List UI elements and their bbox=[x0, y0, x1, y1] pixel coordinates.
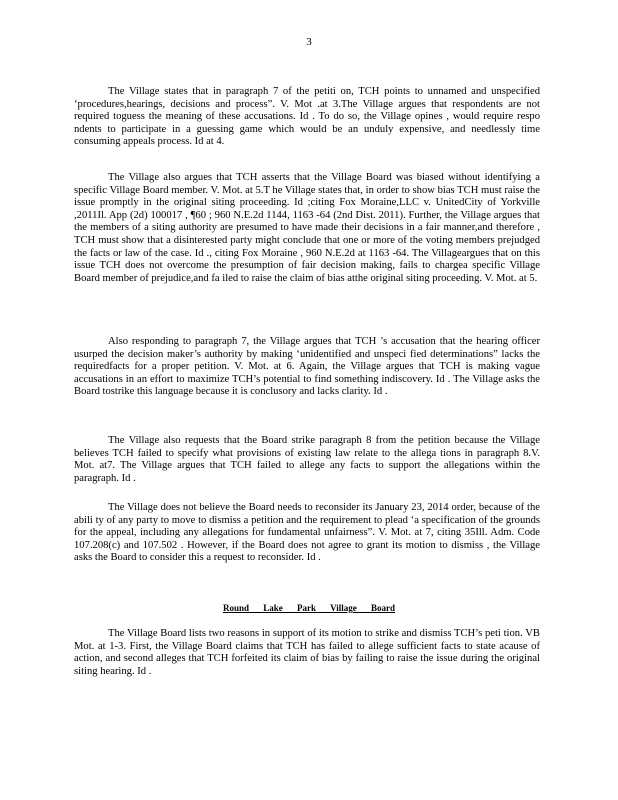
paragraph-text: The Village Board lists two reasons in support of its motion to strike and dismiss TCH’s peti tion. VB Mot. at 1-3. First, the Village Board claims that TCH has failed to allege sufficient facts to state acause of action, and second alleges that TCH forfeited its claim of bias by failing to raise the issue during the original siting hearing. Id . bbox=[74, 628, 540, 677]
paragraph-strike-paragraph-8 bbox=[74, 435, 540, 485]
section-heading-text: Round Lake Park Village Board bbox=[222, 603, 396, 613]
paragraph-text: Also responding to paragraph 7, the Village argues that TCH ’s accusation that the hearing officer usurped the decision maker’s authority by making ‘unidentified and unspeci fied determinations” lacks the requiredfacts for a proper petition. V. Mot. at 6. Again, the Village argues that TCH is making vague accusations in an effort to maximize TCH’s potential to find something indiscovery. Id . The Village asks the Board tostrike this language because it is conclusory and lacks clarity. Id . bbox=[74, 336, 540, 398]
paragraph-bias-argument bbox=[74, 172, 540, 285]
page-number: 3 bbox=[306, 36, 312, 48]
paragraph-text: The Village also argues that TCH asserts that the Village Board was biased without identifying a specific Village Board member. V. Mot. at 5.T he Village states that, in order to show bias TCH must raise the issue promptly in the original siting proceeding. Id ;citing Fox Moraine,LLC v. UnitedCity of Yorkville ,2011Il. App (2d) 100017 , ¶60 ; 960 N.E.2d 1144, 1163 -64 (2nd Dist. 2011). Further, the Village argues that the members of a siting authority are presumed to have made their decisions in a fair manner,and therefore , TCH must show that a disinterested party might conclude that one or more of the voting members prejudged the facts or law of the case. Id ., citing Fox Moraine , 960 N.E.2d at 1163 -64. The Villageargues that on this issue TCH does not overcome the presumption of fair decision making, fails to chargea specific Village Board member of prejudice,and fa iled to raise the claim of bias atthe original siting proceeding. V. Mot. at 5. bbox=[74, 172, 540, 284]
paragraph-text: The Village also requests that the Board strike paragraph 8 from the petition because the Village believes TCH failed to specify what provisions of existing law relate to the allega tions in paragraph 8.V. Mot. at7. The Village argues that TCH failed to allege any facts to support the allegations within the paragraph. Id . bbox=[74, 435, 540, 484]
paragraph-hearing-officer bbox=[74, 336, 540, 399]
paragraph-reconsider bbox=[74, 502, 540, 565]
section-heading bbox=[0, 603, 618, 613]
paragraph-village-board-reasons bbox=[74, 628, 540, 678]
paragraph-text: The Village does not believe the Board needs to reconsider its January 23, 2014 order, because of the abili ty of any party to move to dismiss a petition and the requirement to plead ‘a specification of the grounds for the appeal, including any allegations for fundamental unfairness”. V. Mot. at 7, citing 35Ill. Adm. Code 107.208(c) and 107.502 . However, if the Board does not agree to grant its motion to dismiss , the Village asks the Board to consider this a request to reconsider. Id . bbox=[74, 502, 540, 564]
paragraph-text: The Village states that in paragraph 7 of the petiti on, TCH points to unnamed and unspecified ‘procedures,hearings, decisions and process”. V. Mot .at 3.The Village argues that respondents are not required toguess the meaning of these accusations. Id . To do so, the Village opines , would require respo ndents to participate in a guessing game which would be an unduly expensive, and needlessly time consuming appeals process. Id at 4. bbox=[74, 86, 540, 148]
paragraph-village-states bbox=[74, 86, 540, 149]
